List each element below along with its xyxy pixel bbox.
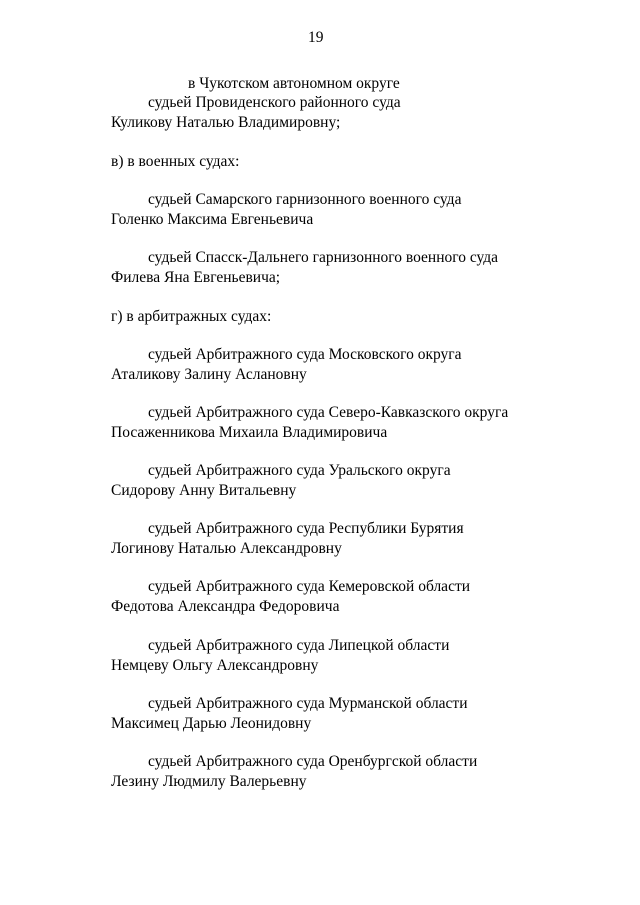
appointee-name: Немцеву Ольгу Александровну: [111, 657, 319, 674]
appointee-name: Посаженникова Михаила Владимировича: [111, 424, 388, 441]
appointment-position: судьей Арбитражного суда Республики Бурятия: [148, 520, 464, 537]
appointee-name: Лезину Людмилу Валерьевну: [111, 773, 307, 790]
appointee-name: Аталикову Залину Аслановну: [111, 366, 307, 383]
appointee-name: Филева Яна Евгеньевича;: [111, 269, 281, 286]
appointment-position: судьей Арбитражного суда Московского округа: [148, 346, 462, 363]
appointee-name: Федотова Александра Федоровича: [111, 598, 340, 615]
appointment-position: судьей Самарского гарнизонного военного суда: [148, 191, 462, 208]
military-courts-heading: в) в военных судах:: [111, 153, 240, 170]
appointment-position: судьей Спасск-Дальнего гарнизонного военного суда: [148, 249, 499, 266]
appointee-name: Куликову Наталью Владимировну;: [111, 114, 341, 131]
appointment-position: судьей Арбитражного суда Мурманской области: [148, 695, 468, 712]
appointment-position: судьей Арбитражного суда Кемеровской области: [148, 578, 471, 595]
region-heading: в Чукотском автономном округе: [188, 75, 400, 92]
appointee-name: Максимец Дарью Леонидовну: [111, 715, 312, 732]
arbitration-courts-heading: г) в арбитражных судах:: [111, 308, 272, 325]
appointment-position: судьей Арбитражного суда Оренбургской области: [148, 753, 478, 770]
appointment-position: судьей Арбитражного суда Липецкой области: [148, 637, 450, 654]
appointment-position: судьей Арбитражного суда Уральского округа: [148, 462, 451, 479]
appointment-position: судьей Арбитражного суда Северо-Кавказского округа: [148, 404, 509, 421]
appointee-name: Логинову Наталью Александровну: [111, 540, 342, 557]
appointment-position: судьей Провиденского районного суда: [148, 94, 401, 111]
page-number: 19: [308, 29, 324, 46]
appointee-name: Сидорову Анну Витальевну: [111, 482, 297, 499]
appointee-name: Голенко Максима Евгеньевича: [111, 211, 314, 228]
